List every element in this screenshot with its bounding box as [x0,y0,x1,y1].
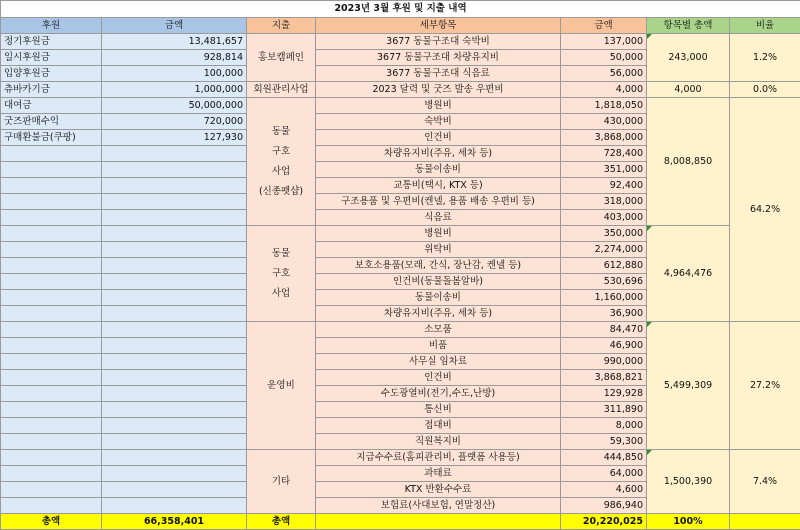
expense-detail: 접대비 [316,418,561,434]
table-row [1,98,800,114]
expense-detail: KTX 반환수수료 [316,482,561,498]
expense-detail: 차량유지비(주유, 세차 등) [316,146,561,162]
totals-row [1,514,800,530]
item-total: 243,000 [647,34,730,82]
header-expense: 지출 [247,18,316,34]
expense-detail: 3677 동물구조대 식음료 [316,66,561,82]
expense-category: 회원관리사업 [247,82,316,98]
empty-cell [1,274,102,290]
expense-amount: 351,000 [561,162,647,178]
empty-cell [102,290,247,306]
empty-cell [102,434,247,450]
header-donation-amount: 금액 [102,18,247,34]
total-spacer [316,514,561,530]
empty-cell [1,178,102,194]
expense-detail: 직원복지비 [316,434,561,450]
expense-amount: 92,400 [561,178,647,194]
expense-amount: 444,850 [561,450,647,466]
expense-amount: 350,000 [561,226,647,242]
donation-label: 일시후원금 [1,50,102,66]
header-item-total: 항목별 총액 [647,18,730,34]
header-amount: 금액 [561,18,647,34]
expense-amount: 59,300 [561,434,647,450]
empty-cell [102,274,247,290]
expense-category: 기타 [247,450,316,514]
ratio-cell: 7.4% [730,450,800,514]
expense-detail: 병원비 [316,98,561,114]
empty-cell [1,370,102,386]
expense-amount: 3,868,000 [561,130,647,146]
empty-cell [1,322,102,338]
empty-cell [102,226,247,242]
empty-cell [102,178,247,194]
expense-detail: 인건비 [316,130,561,146]
donation-amount: 50,000,000 [102,98,247,114]
empty-cell [1,306,102,322]
table-row [1,82,800,98]
item-total: 1,500,390 [647,450,730,514]
empty-cell [1,290,102,306]
donation-label: 츄바카기금 [1,82,102,98]
donation-amount: 127,930 [102,130,247,146]
expense-detail: 구조용품 및 우편비(켄넬, 용품 배송 우편비 등) [316,194,561,210]
expense-detail: 교통비(택시, KTX 등) [316,178,561,194]
expense-amount: 129,928 [561,386,647,402]
expense-amount: 1,818,050 [561,98,647,114]
empty-cell [102,162,247,178]
expense-detail: 보험료(사대보험, 연말정산) [316,498,561,514]
expense-detail: 숙박비 [316,114,561,130]
empty-cell [1,226,102,242]
empty-cell [1,194,102,210]
total-spacer [730,514,800,530]
donation-label: 굿즈판매수익 [1,114,102,130]
expense-amount: 986,940 [561,498,647,514]
expense-detail: 위탁비 [316,242,561,258]
expense-category: 동물 구호 사업 [247,226,316,322]
donation-amount: 1,000,000 [102,82,247,98]
empty-cell [102,146,247,162]
empty-cell [1,418,102,434]
expense-amount: 84,470 [561,322,647,338]
expense-detail: 식음료 [316,210,561,226]
table-row [1,226,800,242]
empty-cell [1,162,102,178]
expense-detail: 차량유지비(주유, 세차 등) [316,306,561,322]
empty-cell [102,322,247,338]
expense-amount: 430,000 [561,114,647,130]
empty-cell [1,482,102,498]
item-total: 4,964,476 [647,226,730,322]
empty-cell [102,258,247,274]
empty-cell [1,354,102,370]
empty-cell [102,306,247,322]
expense-amount: 8,000 [561,418,647,434]
item-total: 8,008,850 [647,98,730,226]
empty-cell [1,498,102,514]
ratio-cell: 27.2% [730,322,800,450]
expense-detail: 인건비(동물돌봄알바) [316,274,561,290]
empty-cell [1,242,102,258]
empty-cell [102,450,247,466]
ratio-cell: 0.0% [730,82,800,98]
empty-cell [102,354,247,370]
expense-amount: 4,600 [561,482,647,498]
donation-label: 입양후원금 [1,66,102,82]
empty-cell [1,386,102,402]
expense-amount: 1,160,000 [561,290,647,306]
expense-detail: 2023 달력 및 굿즈 발송 우편비 [316,82,561,98]
empty-cell [1,402,102,418]
expense-detail: 동물이송비 [316,162,561,178]
donation-amount: 100,000 [102,66,247,82]
empty-cell [102,402,247,418]
donation-amount: 720,000 [102,114,247,130]
expense-amount: 4,000 [561,82,647,98]
donation-total: 66,358,401 [102,514,247,530]
expense-detail: 소모품 [316,322,561,338]
expense-amount: 990,000 [561,354,647,370]
ratio-cell: 64.2% [730,98,800,322]
expense-amount: 403,000 [561,210,647,226]
empty-cell [102,242,247,258]
empty-cell [1,466,102,482]
expense-detail: 통신비 [316,402,561,418]
donation-label: 구매환불금(쿠팡) [1,130,102,146]
expense-total-label: 총액 [247,514,316,530]
expense-amount: 56,000 [561,66,647,82]
header-donation: 후원 [1,18,102,34]
expense-amount: 530,696 [561,274,647,290]
expense-amount: 612,880 [561,258,647,274]
expense-category: 홍보캠페인 [247,34,316,82]
expense-amount: 3,868,821 [561,370,647,386]
expense-category: 운영비 [247,322,316,450]
expense-detail: 병원비 [316,226,561,242]
expense-amount: 50,000 [561,50,647,66]
donation-amount: 13,481,657 [102,34,247,50]
empty-cell [102,466,247,482]
empty-cell [102,338,247,354]
expense-detail: 사무실 임차료 [316,354,561,370]
empty-cell [1,338,102,354]
expense-detail: 동물이송비 [316,290,561,306]
donation-label: 정기후원금 [1,34,102,50]
expense-detail: 3677 동물구조대 숙박비 [316,34,561,50]
empty-cell [102,418,247,434]
empty-cell [102,370,247,386]
item-total: 4,000 [647,82,730,98]
empty-cell [102,386,247,402]
ratio-cell: 1.2% [730,34,800,82]
table-title: 2023년 3월 후원 및 지출 내역 [1,1,800,18]
donation-total-label: 총액 [1,514,102,530]
expense-detail: 비품 [316,338,561,354]
empty-cell [102,498,247,514]
expense-amount: 318,000 [561,194,647,210]
empty-cell [1,258,102,274]
item-total: 5,499,309 [647,322,730,450]
expense-amount: 64,000 [561,466,647,482]
expense-amount: 728,400 [561,146,647,162]
empty-cell [102,210,247,226]
empty-cell [1,450,102,466]
expense-detail: 인건비 [316,370,561,386]
expense-detail: 3677 동물구조대 차량유지비 [316,50,561,66]
expense-amount: 36,900 [561,306,647,322]
expense-amount: 137,000 [561,34,647,50]
expense-detail: 수도광열비(전기,수도,난방) [316,386,561,402]
table-row [1,34,800,50]
expense-detail: 과태료 [316,466,561,482]
donation-label: 대여금 [1,98,102,114]
expense-category: 동물 구호 사업 (신종펫샵) [247,98,316,226]
empty-cell [1,434,102,450]
expense-amount: 46,900 [561,338,647,354]
empty-cell [102,482,247,498]
expense-amount: 2,274,000 [561,242,647,258]
ratio-total: 100% [647,514,730,530]
expense-detail: 보호소용품(모래, 간식, 장난감, 켄넬 등) [316,258,561,274]
donation-amount: 928,814 [102,50,247,66]
expense-total: 20,220,025 [561,514,647,530]
empty-cell [1,146,102,162]
header-ratio: 비율 [730,18,800,34]
table-row [1,322,800,338]
table-row [1,450,800,466]
header-detail: 세부항목 [316,18,561,34]
expense-amount: 311,890 [561,402,647,418]
expense-detail: 지급수수료(홈피관리비, 플랫폼 사용등) [316,450,561,466]
empty-cell [1,210,102,226]
empty-cell [102,194,247,210]
